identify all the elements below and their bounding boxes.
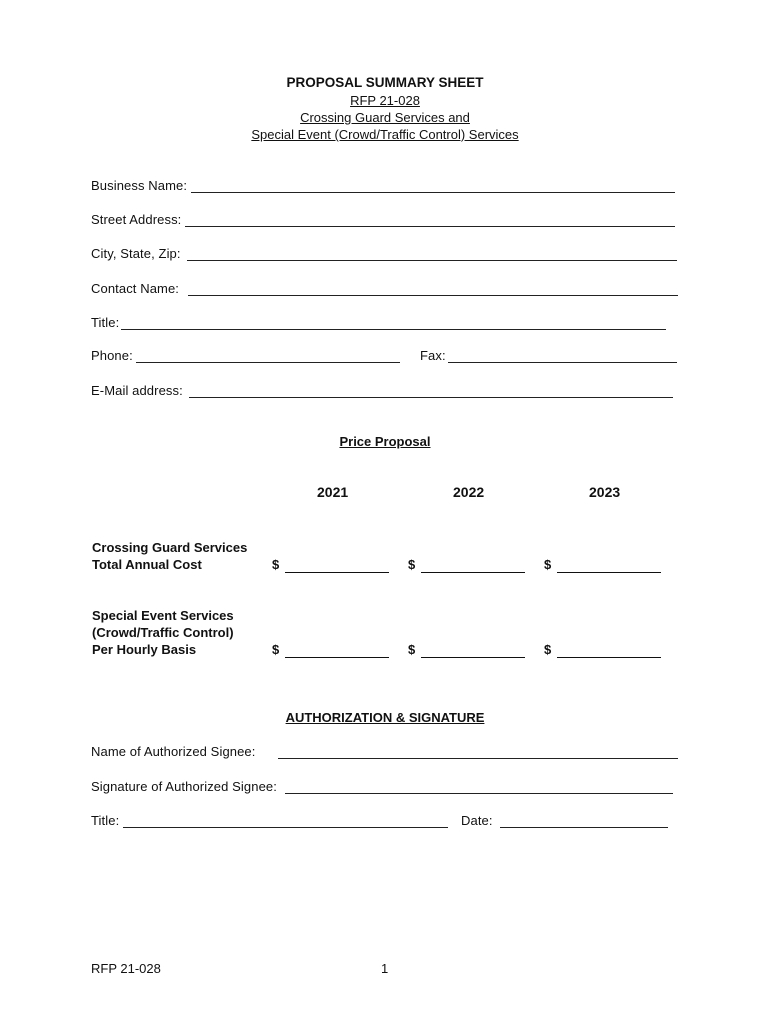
currency-symbol: $ xyxy=(544,642,552,657)
date-field[interactable] xyxy=(500,827,668,828)
email-field[interactable] xyxy=(189,397,673,398)
special-event-2022-field[interactable] xyxy=(421,657,525,658)
signee-title-label: Title: xyxy=(91,813,120,828)
currency-symbol: $ xyxy=(408,557,416,572)
title-field[interactable] xyxy=(121,329,666,330)
crossing-guard-2023-field[interactable] xyxy=(557,572,661,573)
email-label: E-Mail address: xyxy=(91,383,183,398)
signee-title-field[interactable] xyxy=(123,827,448,828)
fax-field[interactable] xyxy=(448,362,677,363)
authorization-heading: AUTHORIZATION & SIGNATURE xyxy=(285,710,485,725)
city-state-zip-field[interactable] xyxy=(187,260,677,261)
subtitle-line-1: Crossing Guard Services and xyxy=(300,110,470,125)
page-number: 1 xyxy=(381,961,389,976)
document-title: PROPOSAL SUMMARY SHEET xyxy=(286,75,484,90)
business-name-field[interactable] xyxy=(191,192,675,193)
subtitle-line-2: Special Event (Crowd/Traffic Control) Services xyxy=(251,127,519,142)
special-event-label-line-1: Special Event Services xyxy=(92,608,234,623)
crossing-guard-2022-field[interactable] xyxy=(421,572,525,573)
phone-field[interactable] xyxy=(136,362,400,363)
currency-symbol: $ xyxy=(272,642,280,657)
crossing-guard-2021-field[interactable] xyxy=(285,572,389,573)
special-event-label-line-3: Per Hourly Basis xyxy=(92,642,197,657)
signature-label: Signature of Authorized Signee: xyxy=(91,779,277,794)
signee-name-field[interactable] xyxy=(278,758,678,759)
fax-label: Fax: xyxy=(420,348,446,363)
street-address-label: Street Address: xyxy=(91,212,182,227)
currency-symbol: $ xyxy=(544,557,552,572)
year-2021-header: 2021 xyxy=(317,484,349,500)
crossing-guard-label-line-1: Crossing Guard Services xyxy=(92,540,248,555)
title-label: Title: xyxy=(91,315,120,330)
rfp-number: RFP 21-028 xyxy=(350,93,420,108)
footer-rfp-number: RFP 21-028 xyxy=(91,961,161,976)
street-address-field[interactable] xyxy=(185,226,675,227)
special-event-2023-field[interactable] xyxy=(557,657,661,658)
date-label: Date: xyxy=(461,813,493,828)
currency-symbol: $ xyxy=(408,642,416,657)
year-2022-header: 2022 xyxy=(453,484,485,500)
contact-name-field[interactable] xyxy=(188,295,678,296)
business-name-label: Business Name: xyxy=(91,178,188,193)
signature-field[interactable] xyxy=(285,793,673,794)
crossing-guard-label-line-2: Total Annual Cost xyxy=(92,557,202,572)
contact-name-label: Contact Name: xyxy=(91,281,180,296)
currency-symbol: $ xyxy=(272,557,280,572)
city-state-zip-label: City, State, Zip: xyxy=(91,246,181,261)
special-event-2021-field[interactable] xyxy=(285,657,389,658)
year-2023-header: 2023 xyxy=(589,484,621,500)
special-event-label-line-2: (Crowd/Traffic Control) xyxy=(92,625,234,640)
signee-name-label: Name of Authorized Signee: xyxy=(91,744,256,759)
price-proposal-heading: Price Proposal xyxy=(339,434,431,449)
phone-label: Phone: xyxy=(91,348,133,363)
